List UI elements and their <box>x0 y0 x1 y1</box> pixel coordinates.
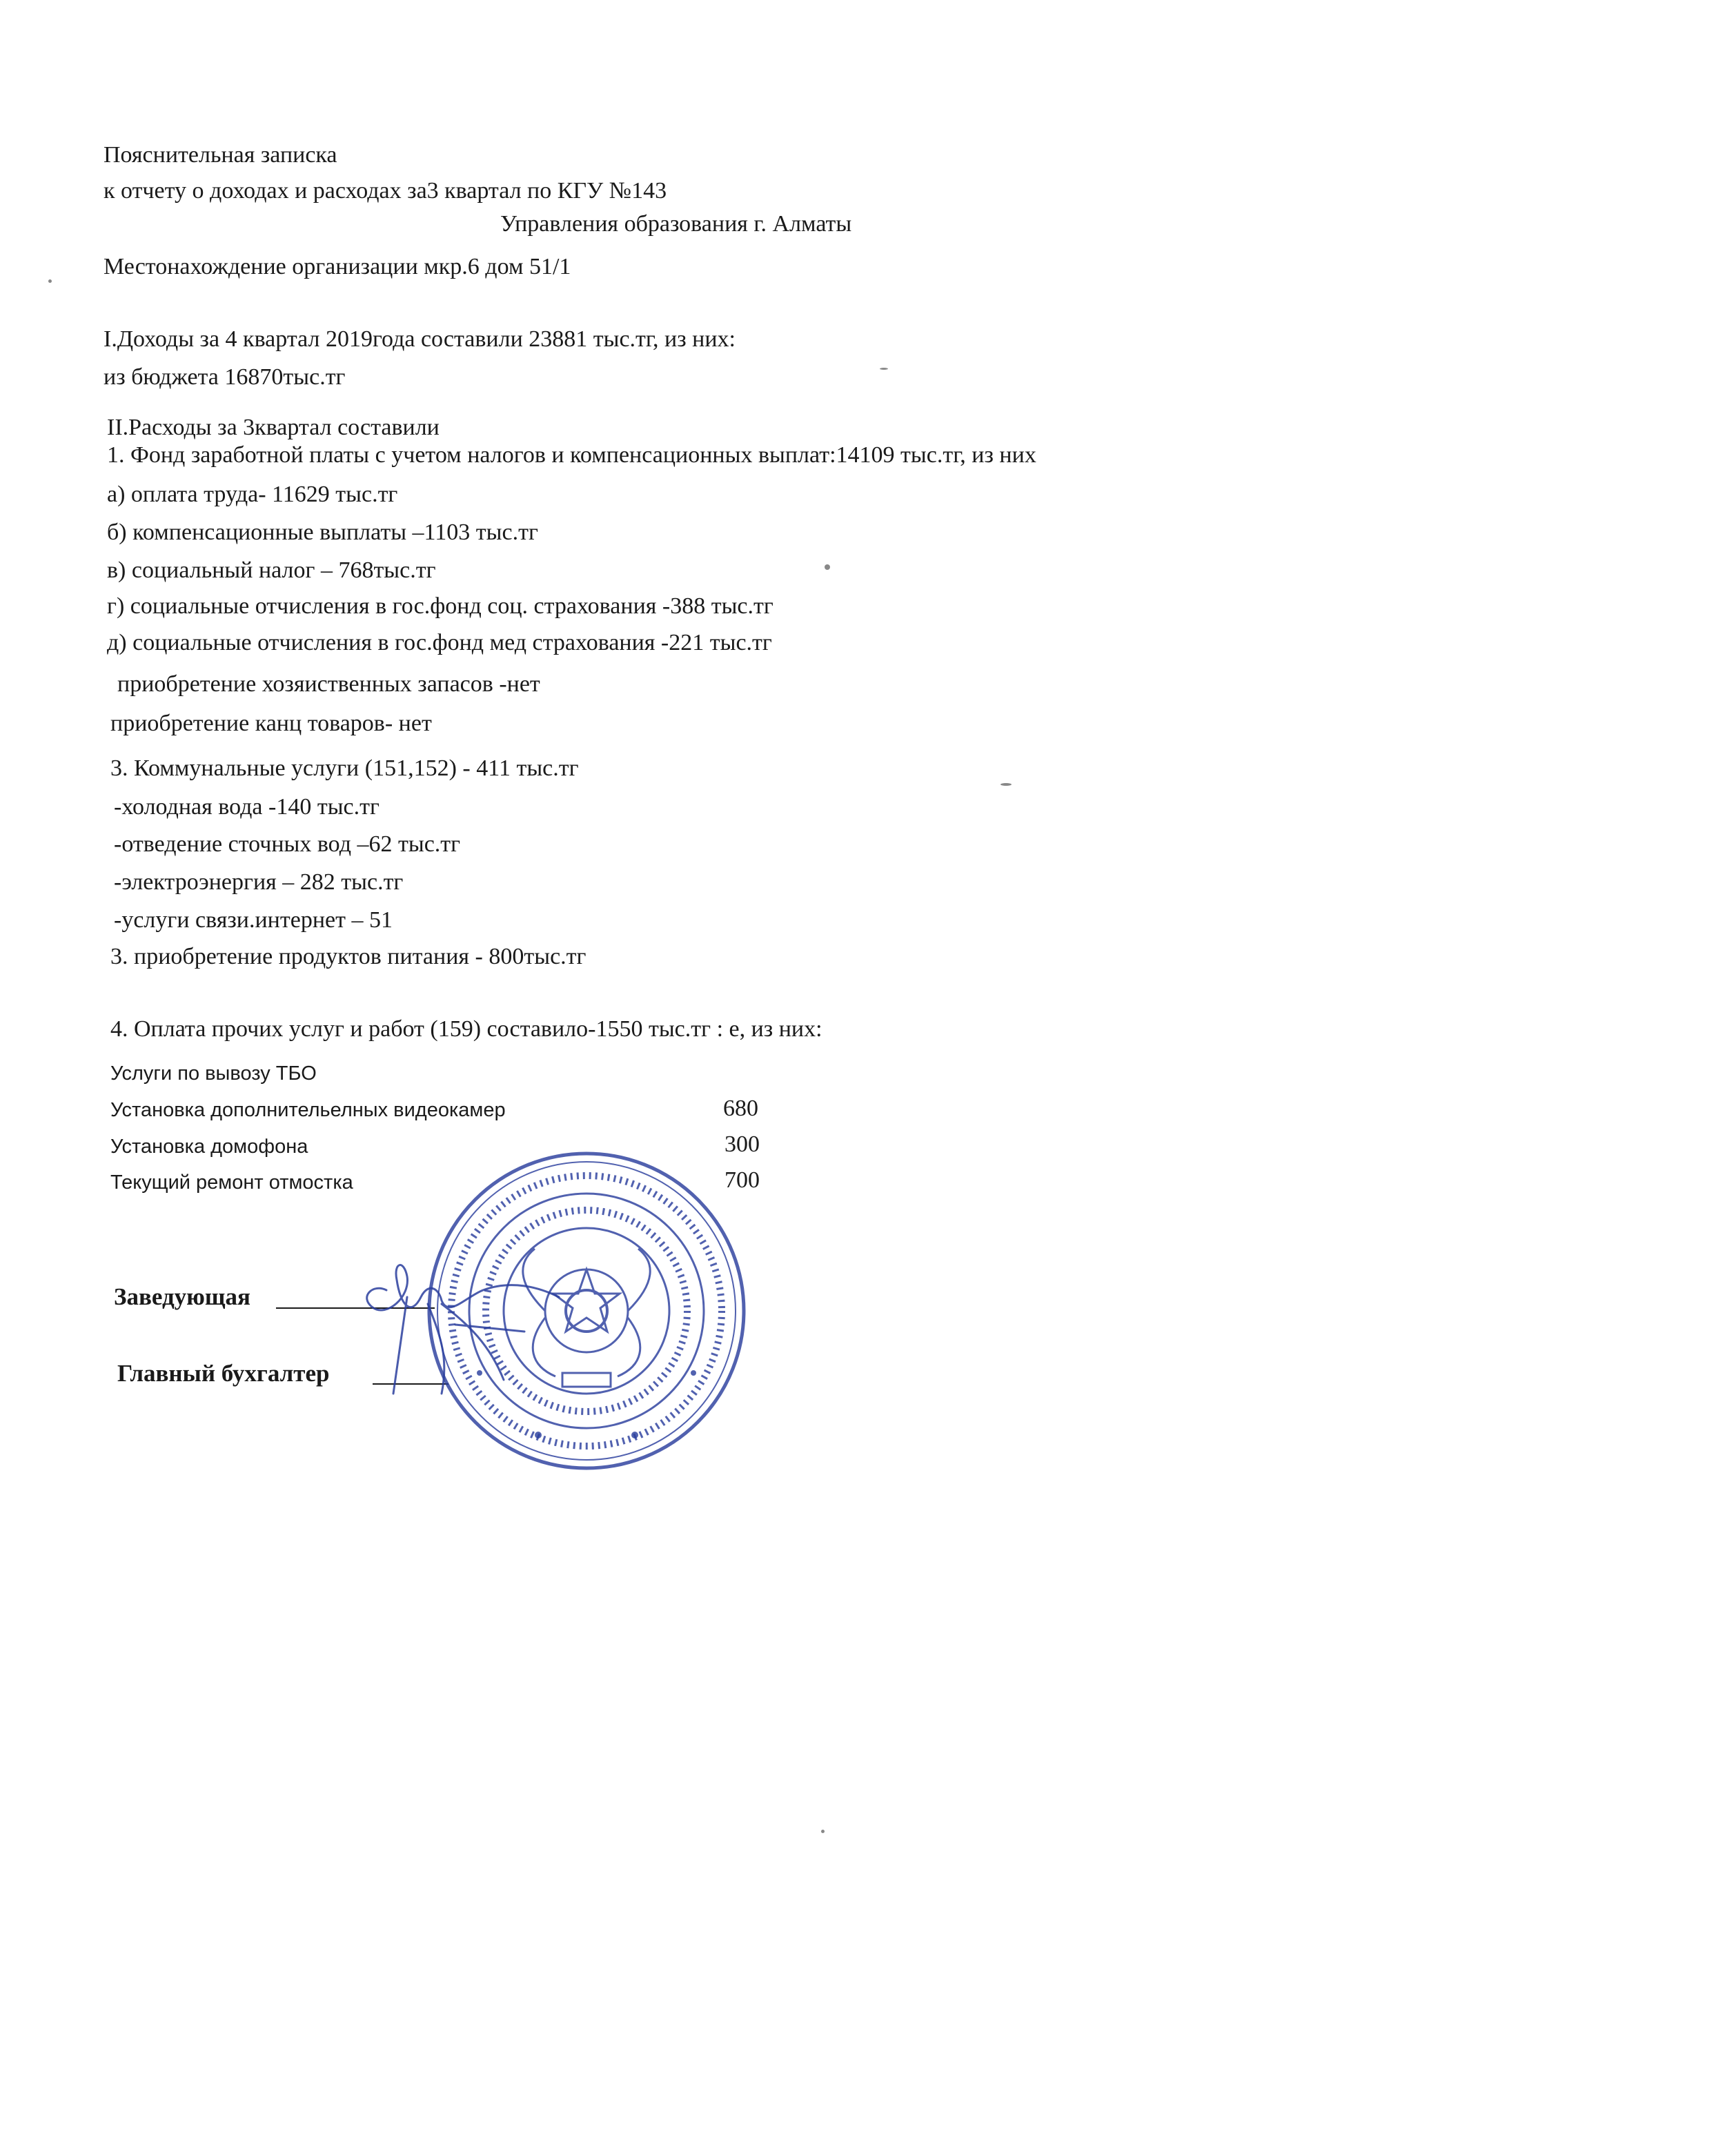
expense-item: а) оплата труда- 11629 тыс.тг <box>107 482 398 507</box>
other-item-label: Услуги по вывозу ТБО <box>110 1062 317 1085</box>
scan-speck <box>821 1830 825 1833</box>
expense-item: д) социальные отчисления в гос.фонд мед страхования -221 тыс.тг <box>107 630 772 655</box>
scan-speck <box>48 279 52 283</box>
scan-speck <box>1000 783 1012 786</box>
utilities-title: 3. Коммунальные услуги (151,152) - 411 тыс.тг <box>110 755 579 781</box>
household-line: приобретение хозяиственных запасов -нет <box>117 671 540 697</box>
accountant-signature-label: Главный бухгалтер <box>117 1360 330 1387</box>
expenses-title: II.Расходы за 3квартал составили <box>107 415 440 440</box>
other-item-value: 300 <box>724 1131 760 1157</box>
utility-item: -электроэнергия – 282 тыс.тг <box>114 869 404 895</box>
expense-item: г) социальные отчисления в гос.фонд соц. страхования -388 тыс.тг <box>107 593 773 619</box>
food-line: 3. приобретение продуктов питания - 800тыс.тг <box>110 944 586 969</box>
utility-item: -холодная вода -140 тыс.тг <box>114 794 379 820</box>
document-title: Пояснительная записка <box>103 142 337 168</box>
other-item-label: Установка дополнительелных видеокамер <box>110 1099 506 1121</box>
handwritten-signature-icon <box>345 1221 566 1414</box>
utility-item: -услуги связи.интернет – 51 <box>114 907 393 933</box>
other-item-label: Текущий ремонт отмостка <box>110 1171 353 1194</box>
stationery-line: приобретение канц товаров- нет <box>110 711 432 736</box>
income-total: I.Доходы за 4 квартал 2019года составили 23881 тыс.тг, из них: <box>103 326 736 352</box>
department-line: Управления образования г. Алматы <box>500 211 852 237</box>
location-line: Местонахождение организации мкр.6 дом 51/1 <box>103 254 571 279</box>
head-signature-label: Заведующая <box>114 1283 250 1310</box>
expense-item: в) социальный налог – 768тыс.тг <box>107 557 436 583</box>
other-item-value: 680 <box>723 1096 758 1121</box>
other-services-title: 4. Оплата прочих услуг и работ (159) составило-1550 тыс.тг : е, из них: <box>110 1016 822 1042</box>
payroll-line: 1. Фонд заработной платы с учетом налогов и компенсационных выплат:14109 тыс.тг, из них <box>107 442 1036 468</box>
scan-speck <box>880 368 888 370</box>
scan-speck <box>825 564 830 570</box>
expense-item: б) компенсационные выплаты –1103 тыс.тг <box>107 520 538 545</box>
other-item-value: 700 <box>724 1167 760 1193</box>
income-budget: из бюджета 16870тыс.тг <box>103 364 346 390</box>
document-subtitle: к отчету о доходах и расходах за3 квартал по КГУ №143 <box>103 178 667 204</box>
utility-item: -отведение сточных вод –62 тыс.тг <box>114 831 461 857</box>
other-item-label: Установка домофона <box>110 1136 308 1158</box>
